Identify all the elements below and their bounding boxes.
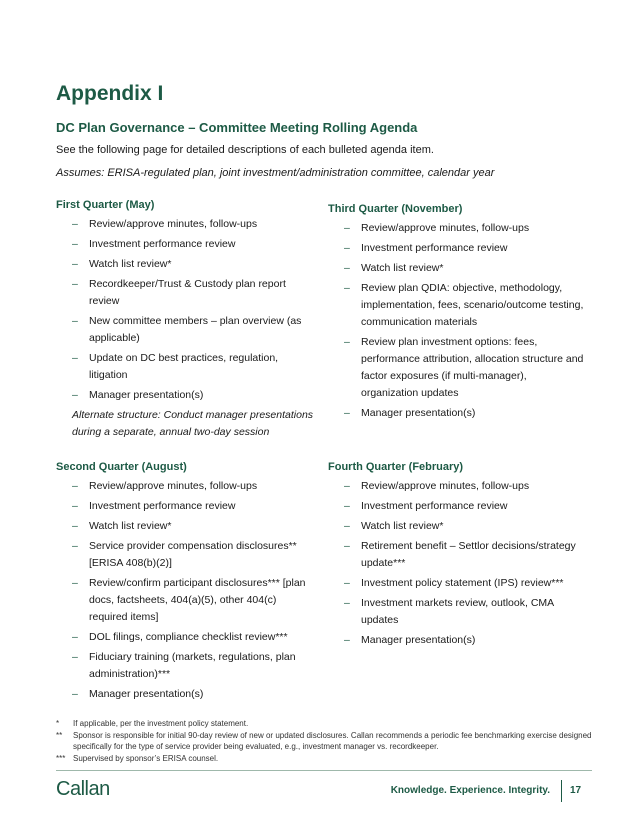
agenda-item: – Review plan QDIA: objective, methodology, implementation, fees, scenario/outcome testing, communication materials	[344, 282, 584, 328]
footer-divider	[561, 780, 562, 802]
dash-bullet: –	[344, 222, 350, 234]
footnote-mark: **	[56, 730, 63, 740]
first-quarter-section	[56, 199, 314, 441]
dash-bullet: –	[72, 238, 78, 250]
agenda-item: – Watch list review*	[56, 518, 314, 535]
dash-bullet: –	[72, 278, 78, 290]
footer-rule	[56, 770, 592, 771]
agenda-item: – Review/confirm participant disclosures*** [plan docs, factsheets, 404(a)(5), other 404(c) required items]	[72, 577, 306, 623]
footnote-mark: *	[56, 719, 60, 728]
agenda-item: – Manager presentation(s)	[328, 405, 586, 422]
fourth-quarter-section	[328, 461, 586, 652]
agenda-item: – Investment performance review	[328, 498, 586, 515]
agenda-item: – Review plan investment options: fees, performance attribution, allocation structure and factor exposures (if multi-manager), organization updates	[344, 336, 584, 399]
dash-bullet: –	[72, 688, 78, 700]
agenda-item: – Manager presentation(s)	[56, 387, 314, 404]
agenda-item: – Watch list review*	[56, 256, 314, 273]
assumptions-text: Assumes: ERISA-regulated plan, joint investment/administration committee, calendar year	[56, 167, 495, 179]
agenda-item: – Investment performance review	[56, 498, 314, 515]
agenda-item: – Manager presentation(s)	[328, 632, 586, 649]
dash-bullet: –	[72, 540, 78, 552]
agenda-item: – DOL filings, compliance checklist review***	[56, 629, 314, 646]
footnote	[56, 753, 596, 765]
first-quarter-heading: First Quarter (May)	[56, 199, 155, 211]
agenda-item: – Service provider compensation disclosures** [ERISA 408(b)(2)]	[72, 540, 297, 569]
dash-bullet: –	[344, 480, 350, 492]
dash-bullet: –	[72, 258, 78, 270]
dash-bullet: –	[344, 336, 350, 348]
agenda-item: – Investment markets review, outlook, CMA updates	[344, 597, 554, 626]
agenda-item: – Review/approve minutes, follow-ups	[56, 216, 314, 233]
second-quarter-section	[56, 461, 314, 706]
agenda-item: – Fiduciary training (markets, regulations, plan administration)***	[72, 651, 296, 680]
third-quarter-heading: Third Quarter (November)	[328, 203, 463, 215]
dash-bullet: –	[344, 262, 350, 274]
agenda-item: – Investment performance review	[328, 240, 586, 257]
footer-tagline: Knowledge. Experience. Integrity.	[390, 785, 550, 796]
dash-bullet: –	[72, 389, 78, 401]
dash-bullet: –	[344, 520, 350, 532]
page-number: 17	[570, 785, 582, 796]
dash-bullet: –	[344, 577, 350, 589]
agenda-item: – Review/approve minutes, follow-ups	[56, 478, 314, 495]
footnote-text: If applicable, per the investment policy statement.	[73, 719, 249, 728]
page-title: Appendix I	[56, 82, 164, 105]
dash-bullet: –	[72, 577, 78, 589]
agenda-item: – Watch list review*	[328, 518, 586, 535]
footnote-mark: ***	[56, 753, 66, 763]
alternate-structure-note: Alternate structure: Conduct manager presentations during a separate, annual two-day session	[72, 409, 314, 438]
intro-text: See the following page for detailed descriptions of each bulleted agenda item.	[56, 144, 434, 156]
agenda-item: – Investment performance review	[56, 236, 314, 253]
dash-bullet: –	[72, 218, 78, 230]
agenda-item: – Watch list review*	[328, 260, 586, 277]
dash-bullet: –	[72, 352, 78, 364]
dash-bullet: –	[344, 407, 350, 419]
dash-bullet: –	[344, 597, 350, 609]
callan-logo: Callan	[56, 778, 110, 800]
dash-bullet: –	[72, 480, 78, 492]
dash-bullet: –	[344, 500, 350, 512]
dash-bullet: –	[344, 540, 350, 552]
dash-bullet: –	[344, 242, 350, 254]
second-quarter-list	[56, 478, 314, 703]
footnote	[56, 718, 596, 730]
fourth-quarter-heading: Fourth Quarter (February)	[328, 461, 464, 473]
fourth-quarter-list	[328, 478, 586, 649]
agenda-item: – Retirement benefit – Settlor decisions/strategy update***	[344, 540, 576, 569]
first-quarter-list	[56, 216, 314, 404]
dash-bullet: –	[72, 520, 78, 532]
dash-bullet: –	[344, 634, 350, 646]
dash-bullet: –	[344, 282, 350, 294]
third-quarter-section	[328, 203, 586, 425]
agenda-item: – Review/approve minutes, follow-ups	[328, 220, 586, 237]
third-quarter-list	[328, 220, 586, 422]
dash-bullet: –	[72, 651, 78, 663]
dash-bullet: –	[72, 631, 78, 643]
agenda-item: – Manager presentation(s)	[56, 686, 314, 703]
footnote	[56, 730, 596, 753]
agenda-item: – Update on DC best practices, regulation, litigation	[72, 352, 279, 381]
dash-bullet: –	[72, 315, 78, 327]
footnote-text: Supervised by sponsor’s ERISA counsel.	[73, 753, 219, 763]
footnote-text: Sponsor is responsible for initial 90-day review of new or updated disclosures. Callan recommends a periodic fee benchmarking exercise designed specifically for the type of service provider being evaluated, e.g., investment manager vs. recordkeeper.	[73, 730, 592, 751]
agenda-item: – Investment policy statement (IPS) review***	[328, 575, 586, 592]
dash-bullet: –	[72, 500, 78, 512]
second-quarter-heading: Second Quarter (August)	[56, 461, 187, 473]
agenda-item: – New committee members – plan overview (as applicable)	[72, 315, 302, 344]
agenda-item: – Recordkeeper/Trust & Custody plan report review	[72, 278, 286, 307]
agenda-item: – Review/approve minutes, follow-ups	[328, 478, 586, 495]
footnotes	[56, 718, 596, 764]
page-subtitle: DC Plan Governance – Committee Meeting Rolling Agenda	[56, 120, 418, 135]
